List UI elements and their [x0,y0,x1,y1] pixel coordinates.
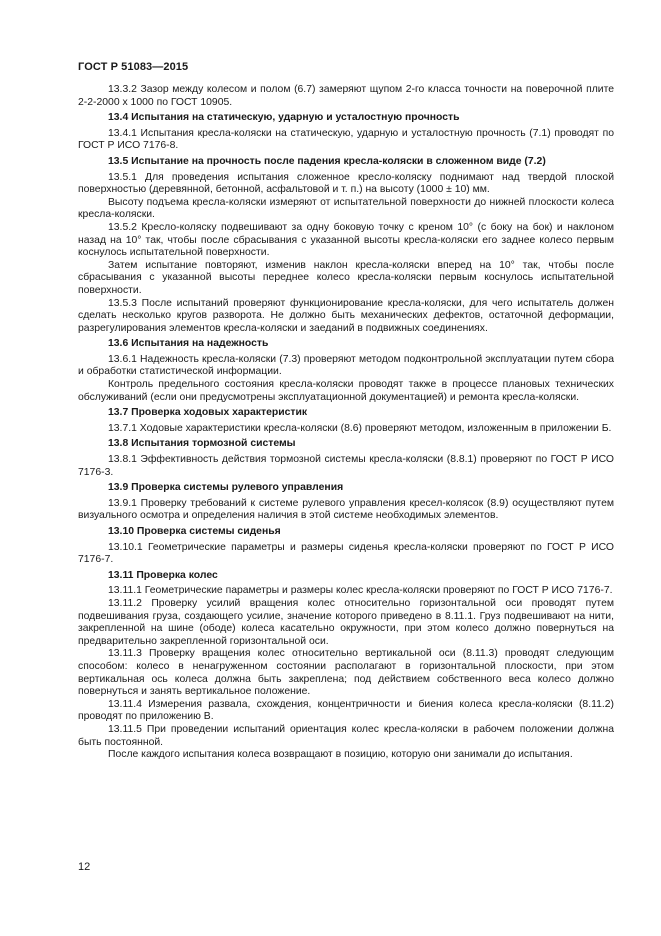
body-paragraph: Высоту подъема кресла-коляски измеряют от испытательной поверхности до нижней плоскости колеса кресла-коляски. [78,196,614,221]
body-paragraph: 13.5.1 Для проведения испытания сложенное кресло-коляску поднимают над твердой плоской поверхностью (деревянной, бетонной, асфальтовой и т. п.) на высоту (1000 ± 10) мм. [78,171,614,196]
section-heading: 13.5 Испытание на прочность после падения кресла-коляски в сложенном виде (7.2) [108,155,546,167]
body-paragraph: Контроль предельного состояния кресла-коляски проводят также в процессе плановых технических обслуживаний (если они предусмотрены эксплуатационной документацией) и ремонта кресла-коляски. [78,379,614,403]
body-paragraph: Затем испытание повторяют, изменив наклон кресла-коляски вперед на 10° так, чтобы после сбрасывания с указанной высоты переднее колесо кресла-коляски первым коснулось испытательной поверхности. [78,259,614,296]
section-heading: 13.6 Испытания на надежность [108,338,269,350]
section-heading: 13.8 Испытания тормозной системы [108,438,296,450]
body-paragraph: 13.9.1 Проверку требований к системе рулевого управления кресел-колясок (8.9) осуществляют путем визуального осмотра и определения наличия в этой системе необходимых элементов. [78,497,614,522]
body-paragraph: 13.6.1 Надежность кресла-коляски (7.3) проверяют методом подконтрольной эксплуатации путем сбора и обработки статистической информации. [78,353,614,378]
body-paragraph: 13.5.3 После испытаний проверяют функционирование кресла-коляски, для чего испытатель должен сделать несколько кругов разворота. Не должно быть механических дефектов, остаточной деформации, разрегулирования элементов кресла-коляски и заеданий в подвижных соединениях. [78,297,614,334]
page-number: 12 [78,861,91,873]
document-body [78,84,614,762]
section-heading: 13.11 Проверка колес [108,569,218,581]
body-paragraph: 13.11.2 Проверку усилий вращения колес относительно горизонтальной оси проводят путем подвешивания груза, создающего усилие, значение которого приведено в 8.11.1. Груз подвешивают на нити, закрепленной на шине (ободе) колеса касательно окружности, при этом колесо должно повернуться на предварительно закрепленной горизонтальной оси. [78,597,614,647]
document-header: ГОСТ Р 51083—2015 [78,61,189,73]
body-paragraph: 13.11.1 Геометрические параметры и размеры колес кресла-коляски проверяют по ГОСТ Р ИСО 7176-7. [108,585,613,597]
body-paragraph: 13.11.4 Измерения развала, схождения, концентричности и биения колеса кресла-коляски (8.11.2) проводят по приложению В. [78,698,614,723]
section-heading: 13.7 Проверка ходовых характеристик [108,407,308,419]
body-paragraph: 13.11.3 Проверку вращения колес относительно вертикальной оси (8.11.3) проводят следующим способом: колесо в ненагруженном состоянии располагают в горизонтальной плоскости, при этом вертикальная ось колеса должна быть закреплена; под действием собственного веса колесо должно повернуться и занять вертикальное положение. [78,648,614,698]
body-paragraph: 13.3.2 Зазор между колесом и полом (6.7) замеряют щупом 2-го класса точности на поверочной плите 2-2-2000 x 1000 по ГОСТ 10905. [78,84,614,108]
body-paragraph: 13.7.1 Ходовые характеристики кресла-коляски (8.6) проверяют методом, изложенным в приложении Б. [108,422,612,434]
section-heading: 13.10 Проверка системы сиденья [108,526,281,537]
body-paragraph: 13.5.2 Кресло-коляску подвешивают за одну боковую точку с креном 10° (с боку на бок) и наклоном назад на 10° так, чтобы после сбрасывания с указанной высоты кресла-коляски его заднее колесо первым коснулось испытательной поверхности. [78,221,614,259]
section-heading: 13.9 Проверка системы рулевого управления [108,482,344,494]
body-paragraph: 13.4.1 Испытания кресла-коляски на статическую, ударную и усталостную прочность (7.1) проводят по ГОСТ Р ИСО 7176-8. [78,127,614,152]
body-paragraph: 13.11.5 При проведении испытаний ориентация колес кресла-коляски в рабочем положении должна быть постоянной. [78,723,614,748]
body-paragraph: 13.8.1 Эффективность действия тормозной системы кресла-коляски (8.8.1) проверяют по ГОСТ Р ИСО 7176-3. [78,454,614,478]
section-heading: 13.4 Испытания на статическую, ударную и усталостную прочность [108,112,460,124]
body-paragraph: После каждого испытания колеса возвращают в позицию, которую они занимали до испытания. [108,749,573,761]
body-paragraph: 13.10.1 Геометрические параметры и размеры сиденья кресла-коляски проверяют по ГОСТ Р ИСО 7176-7. [78,541,614,566]
